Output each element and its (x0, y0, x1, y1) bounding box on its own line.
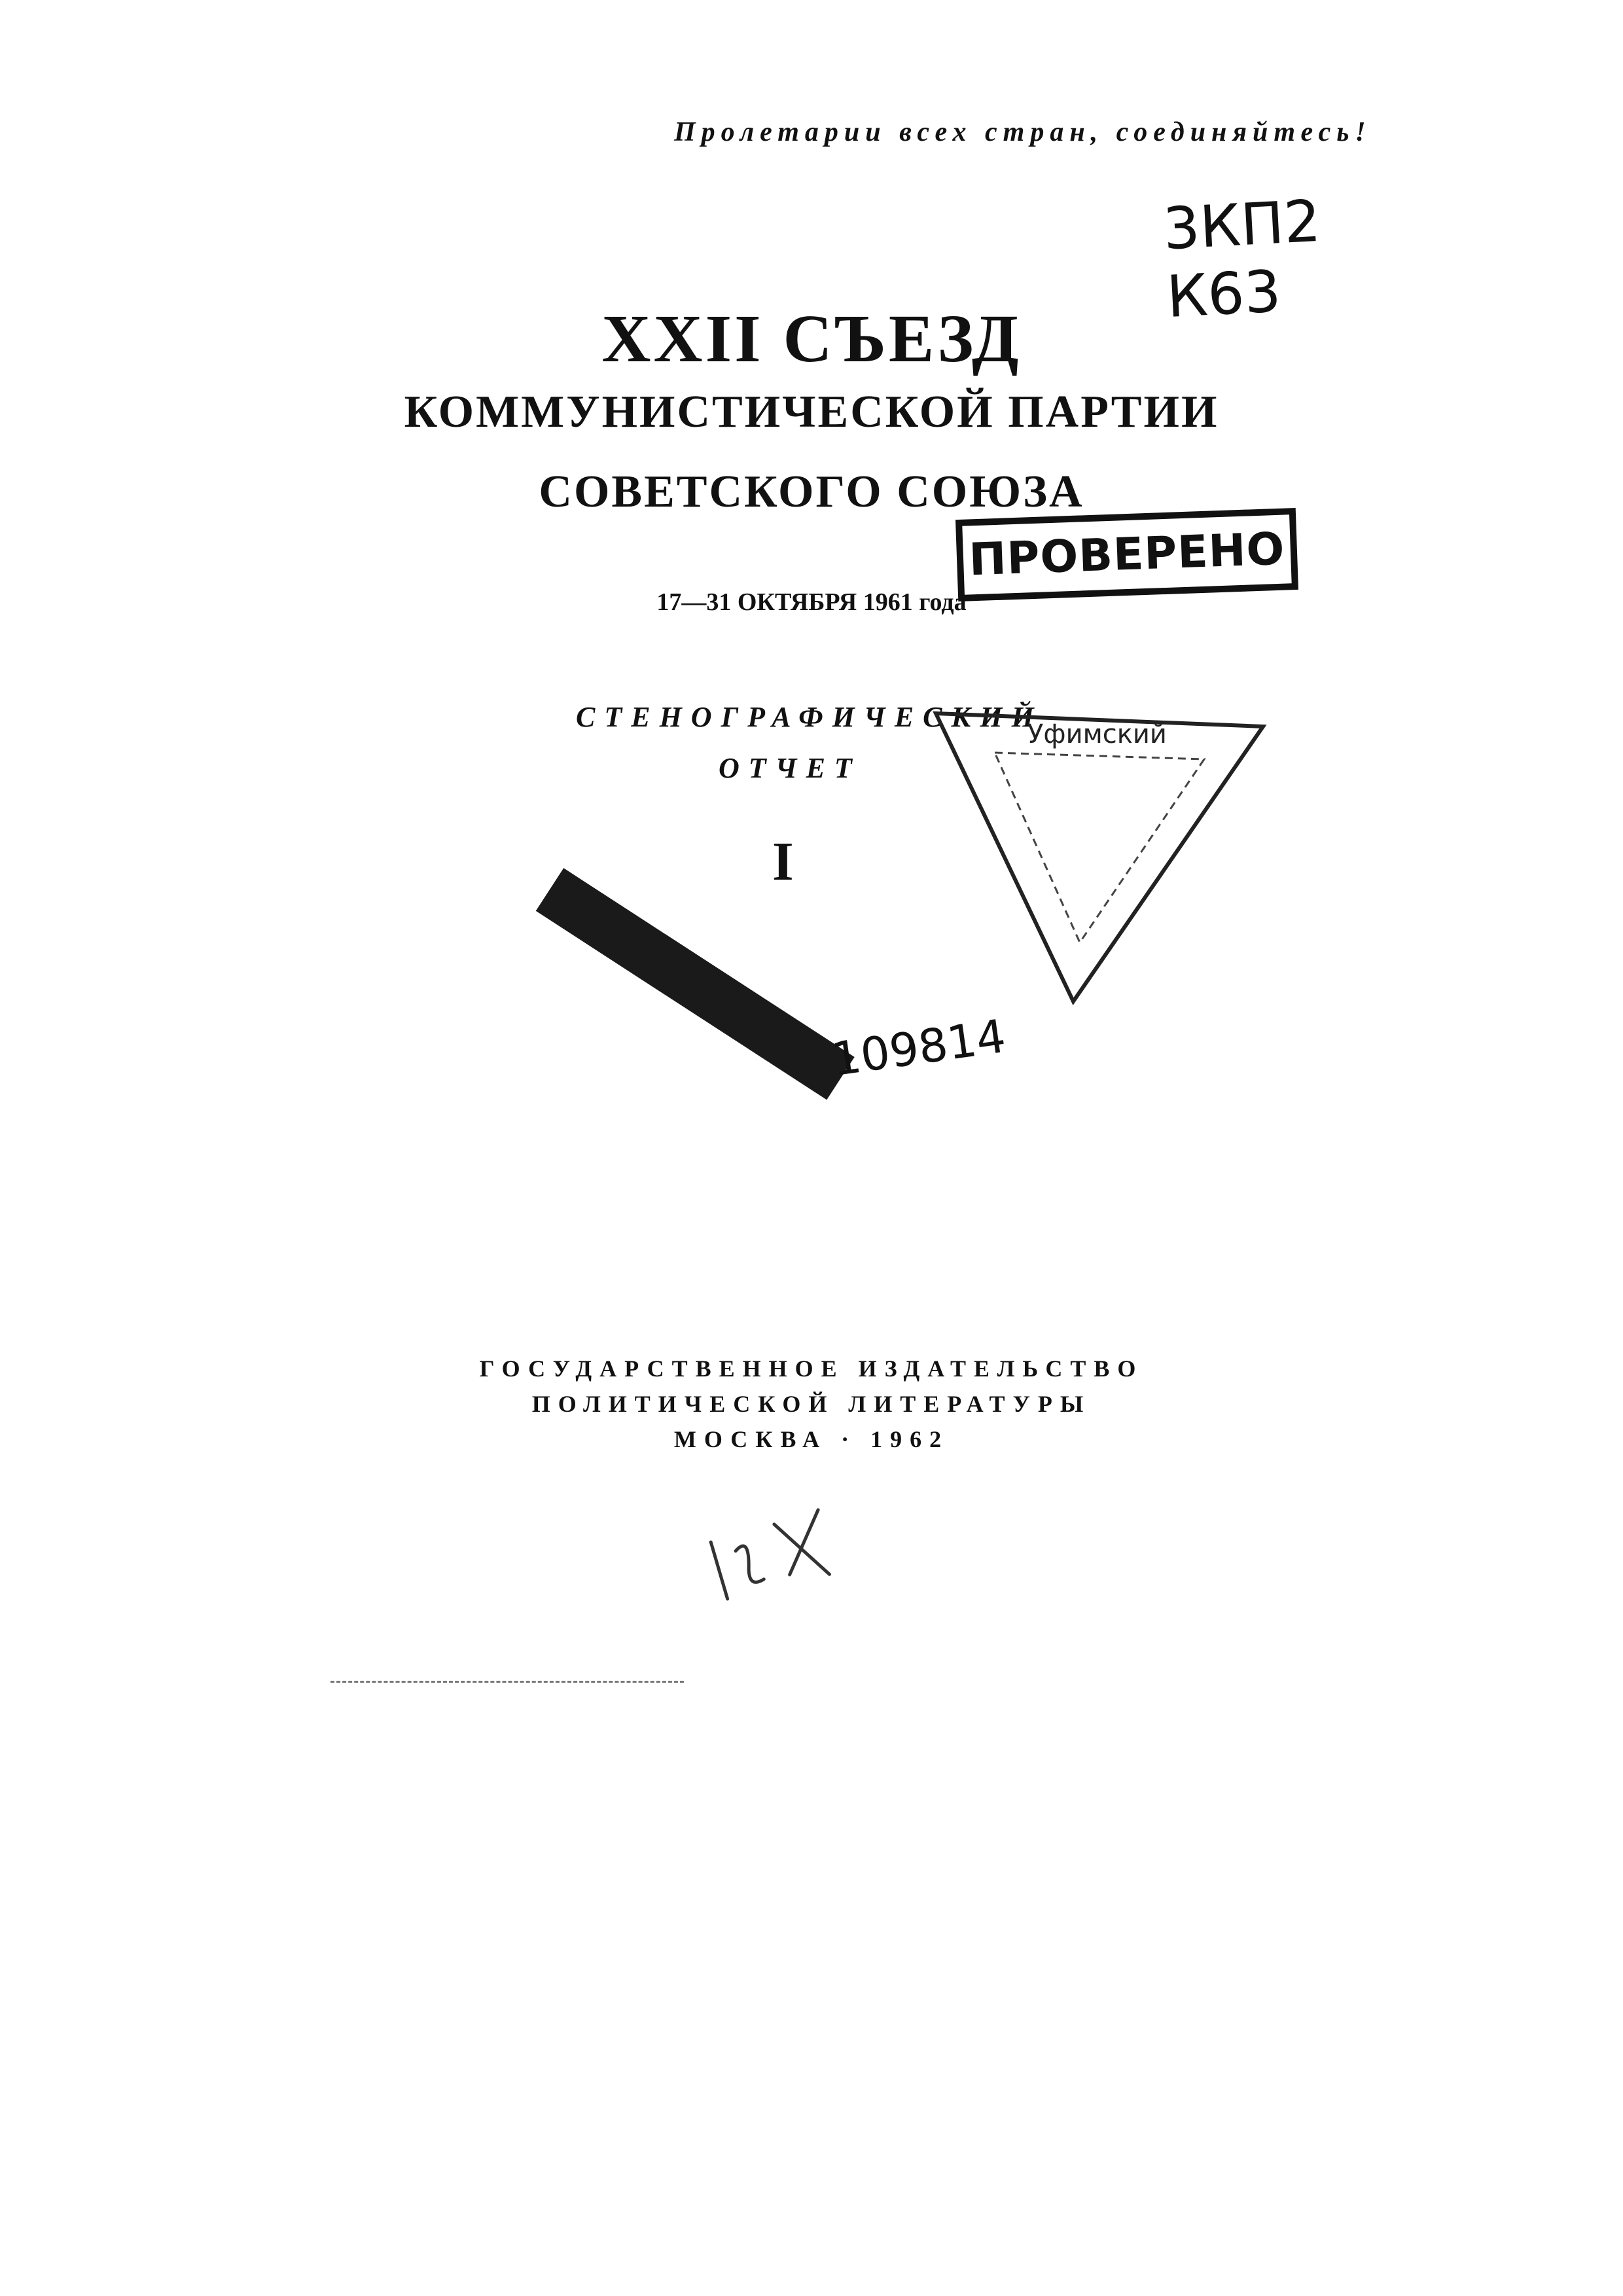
subtitle-line2: ОТЧЕТ (719, 752, 861, 784)
publisher-line3: МОСКВА · 1962 (673, 1426, 950, 1452)
motto: Пролетарии всех стран, соединяйтесь! (674, 117, 1372, 147)
checked-stamp: ПРОВЕРЕНО (955, 508, 1298, 601)
title-line2: КОММУНИСТИЧЕСКОЙ ПАРТИИ (404, 387, 1219, 437)
publisher-line2: ПОЛИТИЧЕСКОЙ ЛИТЕРАТУРЫ (531, 1391, 1092, 1417)
library-triangle-stamp (916, 694, 1283, 1008)
congress-dates: 17—31 ОКТЯБРЯ 1961 года (656, 588, 967, 616)
title-line1: XXII СЪЕЗД (601, 301, 1022, 376)
volume-number: I (772, 831, 794, 892)
call-number-line2: К63 (1165, 257, 1283, 331)
publisher-line1: ГОСУДАРСТВЕННОЕ ИЗДАТЕЛЬСТВО (479, 1355, 1144, 1382)
library-stamp-text: Уфимский (1027, 719, 1167, 749)
title-line3: СОВЕТСКОГО СОЮЗА (539, 467, 1084, 517)
dashed-rule (330, 1681, 684, 1683)
inventory-bar-stamp (536, 868, 855, 1100)
handwritten-scribble (700, 1495, 844, 1608)
inventory-number: 109814 (828, 1009, 1009, 1087)
subtitle-line1: СТЕНОГРАФИЧЕСКИЙ (576, 701, 1043, 733)
call-number-line1: 3КП2 (1161, 187, 1323, 263)
